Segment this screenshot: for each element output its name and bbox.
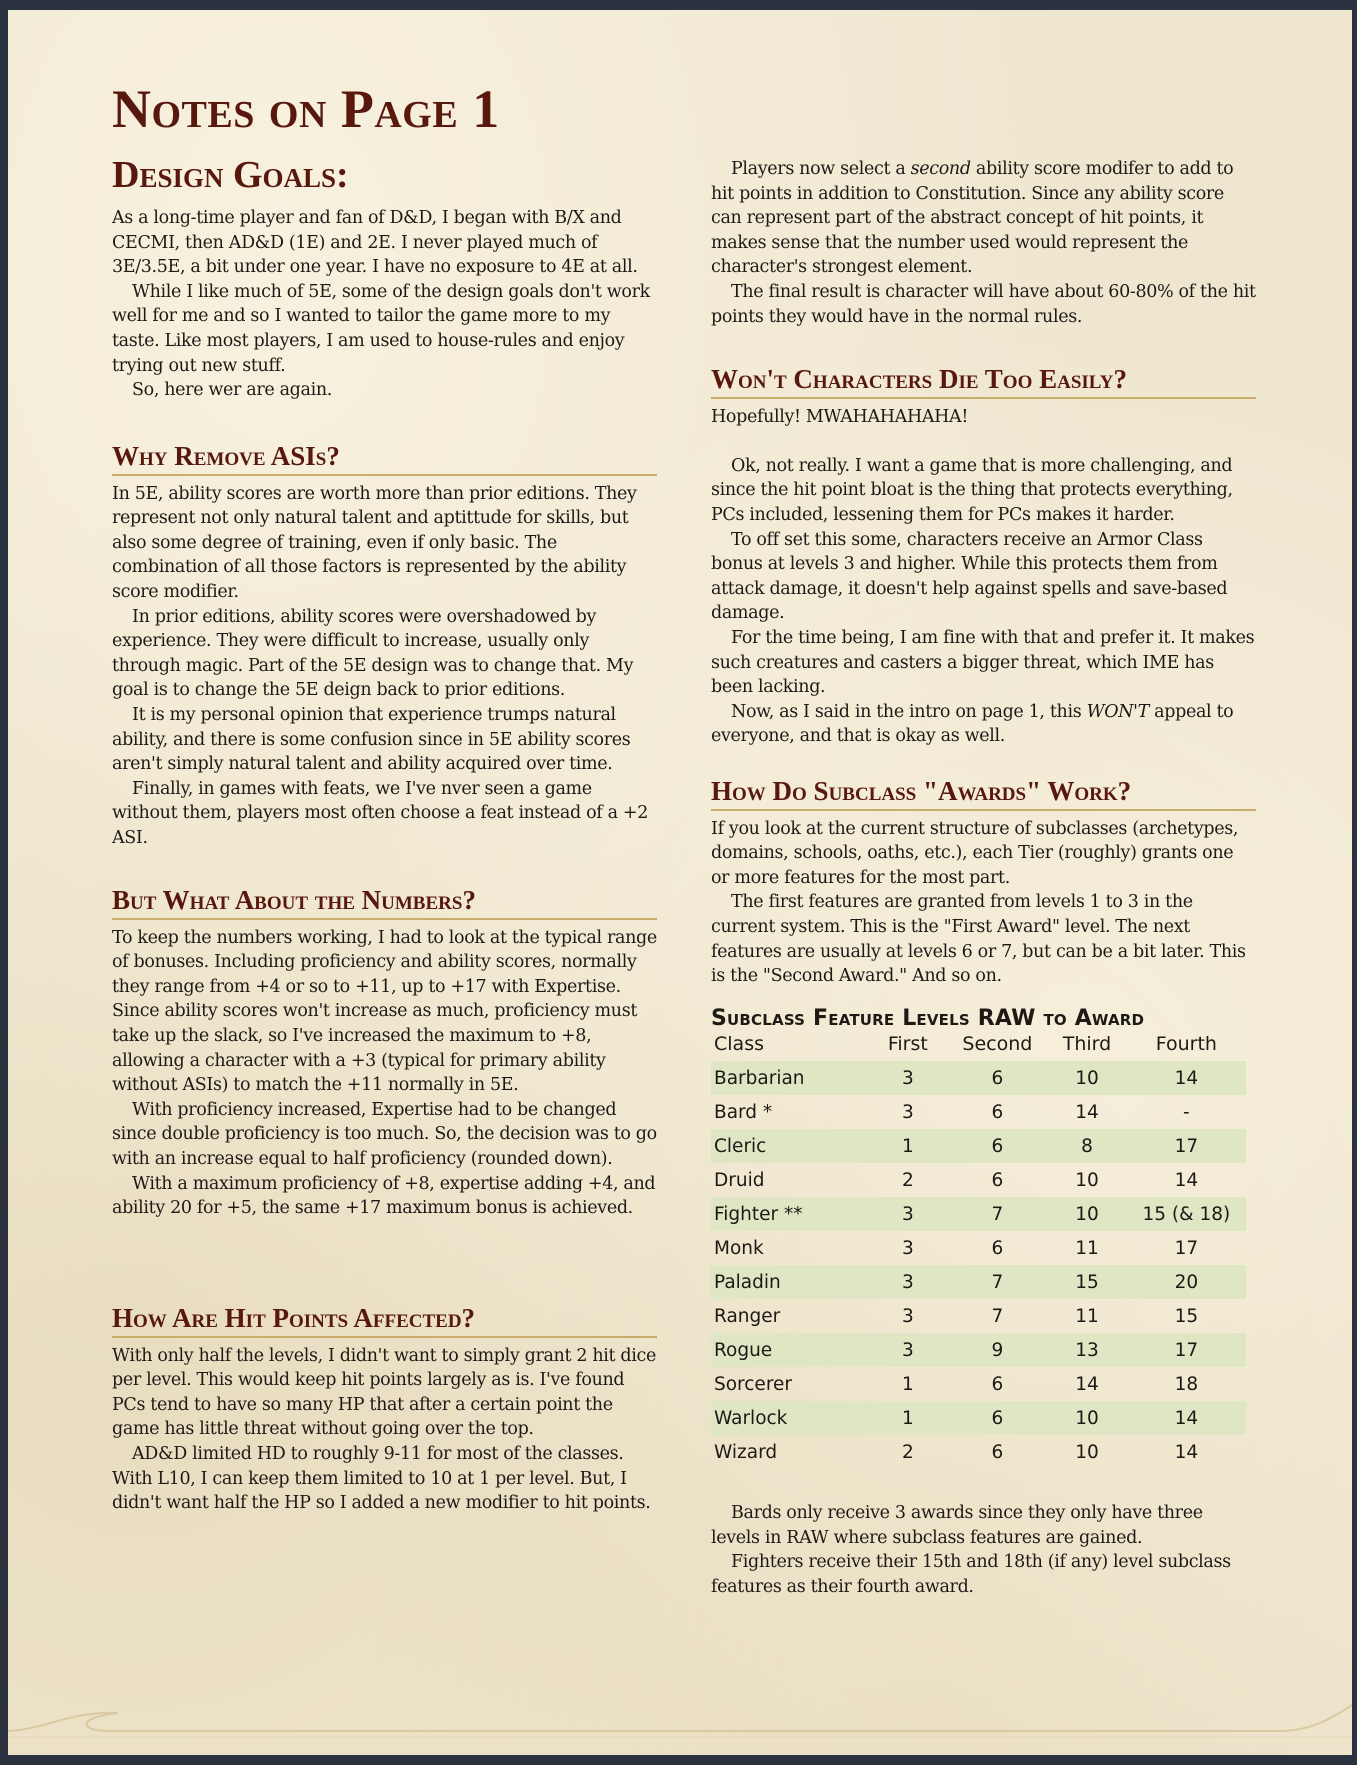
level-cell: 3 (901, 1237, 914, 1259)
level-cell: - (1183, 1101, 1190, 1123)
paragraph: Finally, in games with feats, we I've nver seen a game without them, players most often choose a feat instead of a +2 ASI. (112, 778, 648, 848)
class-name-cell: Barbarian (711, 1061, 868, 1095)
paragraph: With only half the levels, I didn't want to simply grant 2 hit dice per level. This would keep hit points largely as is. I've found PCs tend to have so many HP that after a certain point the game has little threat without going over the top. (112, 1345, 656, 1440)
hit-points-continued (711, 157, 1256, 329)
level-cell: 14 (1127, 1061, 1246, 1095)
level-cell: 6 (948, 1401, 1048, 1435)
table-row (711, 1401, 1246, 1435)
level-cell: 14 (1127, 1401, 1246, 1435)
paragraph: In prior editions, ability scores were overshadowed by experience. They were difficult to increase, usually only through magic. Part of the 5E design was to change that. My goal is to change the 5E deign back to prior editions. (112, 606, 634, 701)
class-name-cell: Cleric (711, 1129, 868, 1163)
level-cell: 3 (901, 1305, 914, 1327)
level-cell: 1 (868, 1401, 947, 1435)
class-name-cell: Ranger (714, 1305, 781, 1327)
column-header: Class (714, 1033, 764, 1055)
why-remove-asis-heading: Why Remove ASIs? (112, 442, 657, 476)
footer-flourish (8, 1701, 1352, 1741)
paragraph: Bards only receive 3 awards since they only have three levels in RAW where subclass features are gained. (711, 1503, 1203, 1548)
level-cell: 3 (868, 1061, 947, 1095)
paragraph: The final result is character will have about 60-80% of the hit points they would have in the normal rules. (711, 281, 1256, 327)
paragraph: For the time being, I am fine with that and prefer it. It makes such creatures and casters a bigger threat, which IME has been lacking. (711, 628, 1255, 698)
level-cell: 6 (991, 1169, 1004, 1191)
die-easily-section (711, 365, 1256, 749)
table-notes (711, 1501, 1256, 1599)
level-cell: 7 (948, 1197, 1048, 1231)
paragraph: In 5E, ability scores are worth more than prior editions. They represent not only natural talent and aptittude for skills, but also some degree of training, even if only basic. The combination of all those factors is represented by the ability score modifier. (112, 483, 637, 603)
design-goals-heading: Design Goals: (112, 154, 349, 196)
paragraph: While I like much of 5E, some of the design goals don't work well for me and so I wanted to tailor the game more to my taste. Like most players, I am used to house-rules and enjoy trying out new stuff. (112, 281, 650, 376)
numbers-heading: But What About the Numbers? (112, 886, 657, 920)
level-cell: 3 (901, 1101, 914, 1123)
class-name-cell: Warlock (711, 1401, 868, 1435)
level-cell: 10 (1047, 1401, 1127, 1435)
awards-section (711, 777, 1256, 989)
table-title: Subclass Feature Levels RAW to Award (711, 1006, 1145, 1031)
paragraph: Now, as I said in the intro on page 1, this WON'T appeal to everyone, and that is okay as well. (711, 701, 1234, 747)
level-cell: 17 (1174, 1237, 1199, 1259)
table-row (711, 1231, 1246, 1265)
table-row (711, 1163, 1246, 1197)
level-cell: 1 (868, 1129, 947, 1163)
level-cell: 14 (1075, 1373, 1099, 1395)
paragraph: It is my personal opinion that experience trumps natural ability, and there is some confusion since in 5E ability scores aren't simply natural talent and ability acquired over time. (112, 705, 631, 775)
class-name-cell: Rogue (711, 1333, 868, 1367)
class-name-cell: Paladin (711, 1265, 868, 1299)
paragraph: To keep the numbers working, I had to look at the typical range of bonuses. Including proficiency and ability scores, normally they range from +4 or so to +11, up to +17 with Expertise. Since ability scores won't increase as much, proficiency must take up the slack, so I've increased the maximum to +8, allowing a character with a +3 (typical for primary ability without ASIs) to match the +11 normally in 5E. (112, 927, 657, 1096)
level-cell: 6 (991, 1237, 1004, 1259)
column-header: Fourth (1155, 1033, 1217, 1055)
class-name-cell: Bard * (714, 1101, 773, 1123)
level-cell: 6 (991, 1373, 1004, 1395)
table-row (711, 1129, 1246, 1163)
level-cell: 6 (948, 1129, 1048, 1163)
level-cell: 10 (1047, 1061, 1127, 1095)
table-row (711, 1435, 1246, 1469)
class-name-cell: Sorcerer (714, 1373, 793, 1395)
level-cell: 7 (948, 1265, 1048, 1299)
level-cell: 8 (1047, 1129, 1127, 1163)
level-cell: 15 (& 18) (1127, 1197, 1246, 1231)
level-cell: 2 (901, 1441, 914, 1463)
level-cell: 11 (1075, 1237, 1099, 1259)
why-remove-asis-section (112, 442, 657, 851)
level-cell: 6 (991, 1101, 1004, 1123)
paragraph: AD&D limited HD to roughly 9-11 for most of the classes. With L10, I can keep them limited to 10 at 1 per level. But, I didn't want half the HP so I added a new modifier to hit points. (112, 1444, 651, 1514)
level-cell: 1 (901, 1373, 914, 1395)
level-cell: 3 (868, 1333, 947, 1367)
class-name-cell: Fighter ** (711, 1197, 868, 1231)
awards-heading: How Do Subclass "Awards" Work? (711, 777, 1256, 811)
design-goals-section (112, 156, 657, 403)
die-easily-heading: Won't Characters Die Too Easily? (711, 365, 1256, 399)
level-cell: 10 (1075, 1169, 1099, 1191)
column-header: Second (962, 1033, 1033, 1055)
level-cell: 14 (1075, 1101, 1099, 1123)
paragraph: Hopefully! MWAHAHAHAHA! (711, 406, 969, 427)
paragraph: If you look at the current structure of subclasses (archetypes, domains, schools, oaths, etc.), each Tier (roughly) grants one or more features for the most part. (711, 818, 1239, 888)
table-row (711, 1299, 1246, 1333)
table-row (711, 1095, 1246, 1129)
level-cell: 14 (1174, 1169, 1199, 1191)
hit-points-section (112, 1304, 657, 1516)
paragraph: Fighters receive their 15th and 18th (if any) level subclass features as their fourth award. (711, 1552, 1231, 1597)
level-cell: 3 (868, 1197, 947, 1231)
page-title: Notes on Page 1 (112, 79, 500, 139)
paragraph: The first features are granted from levels 1 to 3 in the current system. This is the "First Award" level. The next features are usually at levels 6 or 7, but can be a bit later. This is the "Second Award." And so on. (711, 892, 1246, 987)
paragraph: With proficiency increased, Expertise had to be changed since double proficiency is too much. So, the decision was to go with an increase equal to half proficiency (rounded down). (112, 1099, 657, 1170)
level-cell: 17 (1127, 1129, 1246, 1163)
table-row (711, 1265, 1246, 1299)
column-header: First (887, 1033, 928, 1055)
level-cell: 10 (1075, 1441, 1099, 1463)
paragraph: Players now select a second ability score modifer to add to hit points in addition to Constitution. Since any ability score can represent part of the abstract concept of hit points, it makes sense that the number used would represent the character's strongest element. (711, 159, 1234, 278)
level-cell: 15 (1047, 1265, 1127, 1299)
feature-levels-table-block (711, 1006, 1256, 1469)
level-cell: 10 (1047, 1197, 1127, 1231)
paragraph: So, here wer are again. (132, 380, 332, 401)
class-name-cell: Monk (714, 1237, 764, 1259)
paragraph: Ok, not really. I want a game that is more challenging, and since the hit point bloat is the thing that protects everything, PCs included, lessening them for PCs makes it harder. (711, 455, 1233, 526)
class-name-cell: Druid (714, 1169, 765, 1191)
level-cell: 3 (868, 1265, 947, 1299)
numbers-section (112, 886, 657, 1221)
level-cell: 11 (1075, 1305, 1099, 1327)
level-cell: 7 (991, 1305, 1004, 1327)
level-cell: 14 (1174, 1441, 1199, 1463)
level-cell: 18 (1174, 1373, 1199, 1395)
level-cell: 6 (991, 1441, 1004, 1463)
paragraph: To off set this some, characters receive an Armor Class bonus at levels 3 and higher. While this protects them from attack damage, it doesn't help against spells and save-based damage. (711, 529, 1228, 624)
paragraph: With a maximum proficiency of +8, expertise adding +4, and ability 20 for +5, the same +17 maximum bonus is achieved. (112, 1173, 656, 1219)
class-name-cell: Wizard (714, 1441, 778, 1463)
level-cell: 20 (1127, 1265, 1246, 1299)
level-cell: 17 (1127, 1333, 1246, 1367)
column-header: Third (1062, 1033, 1112, 1055)
table-row (711, 1197, 1246, 1231)
document-page (8, 10, 1352, 1755)
level-cell: 15 (1174, 1305, 1199, 1327)
table-row (711, 1333, 1246, 1367)
paragraph: As a long-time player and fan of D&D, I began with B/X and CECMI, then AD&D (1E) and 2E. I never played much of 3E/3.5E, a bit under one year. I have no exposure to 4E at all. (112, 208, 638, 278)
table-row (711, 1367, 1246, 1401)
table-row (711, 1061, 1246, 1095)
level-cell: 13 (1047, 1333, 1127, 1367)
level-cell: 6 (948, 1061, 1048, 1095)
level-cell: 9 (948, 1333, 1048, 1367)
level-cell: 2 (901, 1169, 914, 1191)
feature-levels-table (711, 1031, 1246, 1469)
hit-points-heading: How Are Hit Points Affected? (112, 1304, 657, 1338)
